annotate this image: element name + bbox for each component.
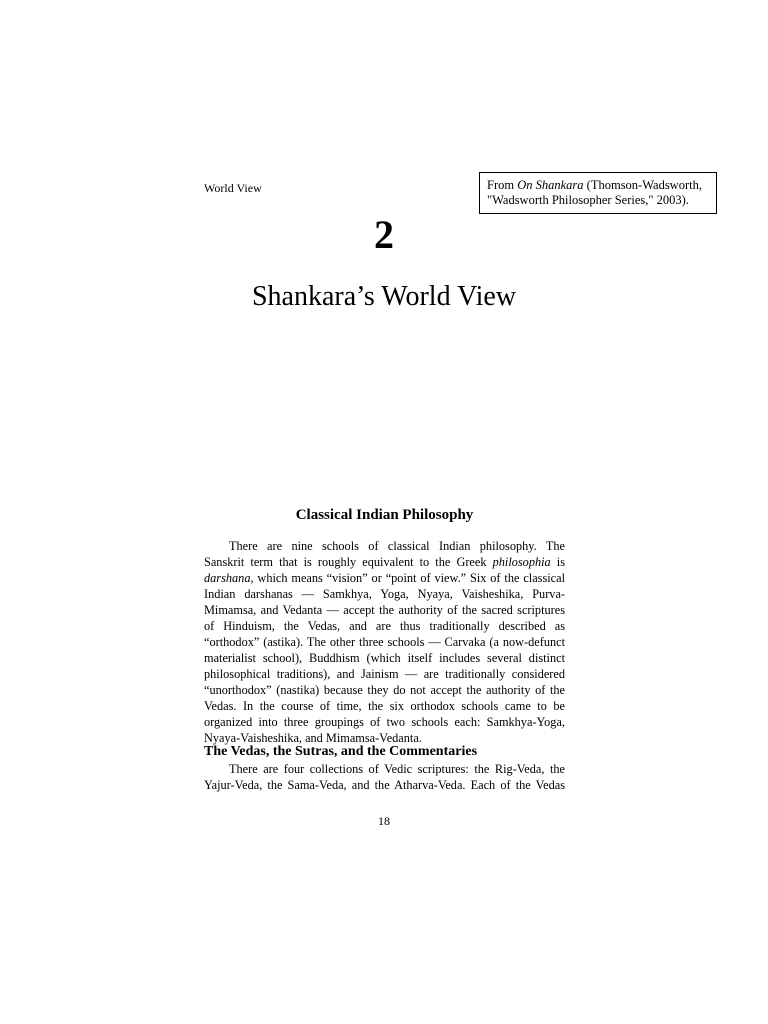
text-line: organized into three groupings of two schools each: Samkhya-Yoga, xyxy=(204,715,565,729)
text-line: “unorthodox” (nastika) because they do not accept the authority of the xyxy=(204,683,565,697)
text-line: “orthodox” (astika). The other three schools — Carvaka (a now-defunct xyxy=(204,635,565,649)
chapter-title: Shankara’s World View xyxy=(251,281,517,312)
text-line: philosophical traditions), and Jainism — are traditionally considered xyxy=(204,667,565,681)
subheading-vedas-sutras-commentaries: The Vedas, the Sutras, and the Commentaries xyxy=(204,744,478,759)
text-line: There are four collections of Vedic scriptures: the Rig-Veda, the xyxy=(229,762,565,776)
text-line: Indian darshanas — Samkhya, Yoga, Nyaya, Vaisheshika, Purva- xyxy=(204,587,565,601)
text-line: darshana, which means “vision” or “point of view.” Six of the classical xyxy=(204,571,565,585)
text-line: Vedas. In the course of time, the six orthodox schools came to be xyxy=(204,699,565,713)
text-line: of Hinduism, the Vedas, and are thus traditionally described as xyxy=(204,619,565,633)
source-note-box xyxy=(479,172,717,214)
section-heading: Classical Indian Philosophy xyxy=(295,507,474,523)
text-line: Nyaya-Vaisheshika, and Mimamsa-Vedanta. xyxy=(204,731,422,745)
chapter-number: 2 xyxy=(374,212,394,257)
paragraph-classical-indian-philosophy xyxy=(204,538,565,746)
running-head: World View xyxy=(204,181,262,195)
text-line: Sanskrit term that is roughly equivalent to the Greek philosophia is xyxy=(204,555,566,569)
text-line: materialist school), Buddhism (which itself includes several distinct xyxy=(204,651,565,665)
source-note-line-1: From On Shankara (Thomson-Wadsworth, xyxy=(487,178,702,192)
source-note-line-2: "Wadsworth Philosopher Series," 2003). xyxy=(487,193,689,207)
text-line: Mimamsa, and Vedanta — accept the authority of the sacred scriptures xyxy=(204,603,565,617)
text-line: There are nine schools of classical Indian philosophy. The xyxy=(229,539,565,553)
text-line: Yajur-Veda, the Sama-Veda, and the Atharva-Veda. Each of the Vedas xyxy=(204,778,565,792)
paragraph-vedas xyxy=(204,761,565,793)
page-number: 18 xyxy=(378,814,390,828)
